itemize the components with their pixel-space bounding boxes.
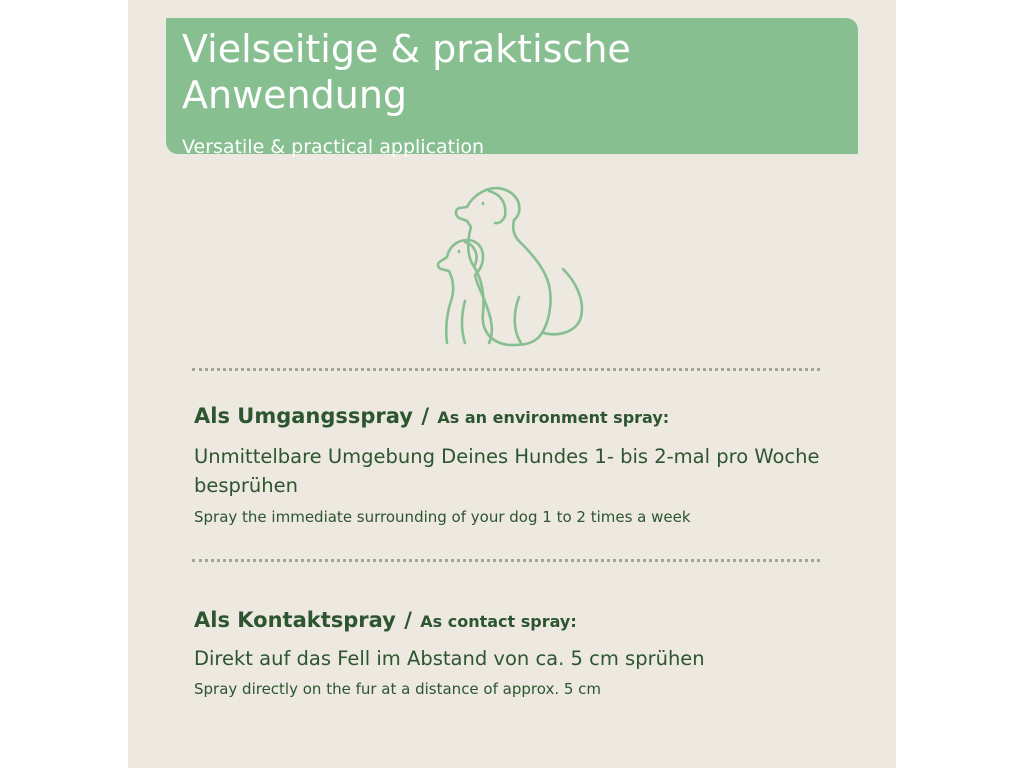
section-divider bbox=[192, 559, 820, 562]
heading-en: As contact spray: bbox=[420, 612, 577, 631]
section-heading-environment-spray bbox=[194, 401, 669, 429]
large-dog-ear bbox=[489, 191, 505, 223]
large-dog-leg bbox=[515, 297, 521, 343]
heading-de: Als Umgangsspray bbox=[194, 404, 413, 428]
section-divider bbox=[192, 368, 820, 371]
header-banner bbox=[166, 18, 858, 158]
heading-separator: / bbox=[421, 404, 430, 428]
instruction-de: Unmittelbare Umgebung Deines Hundes 1- bis 2-mal pro Woche besprühen bbox=[194, 445, 820, 497]
small-dog-leg bbox=[462, 301, 465, 343]
page-subtitle: Versatile & practical application bbox=[182, 136, 485, 158]
instruction-en: Spray directly on the fur at a distance of approx. 5 cm bbox=[194, 680, 602, 698]
section-heading-contact-spray bbox=[194, 605, 577, 633]
instruction-en: Spray the immediate surrounding of your dog 1 to 2 times a week bbox=[194, 508, 691, 526]
heading-en: As an environment spray: bbox=[437, 408, 670, 427]
heading-de: Als Kontaktspray bbox=[194, 608, 396, 632]
instruction-de: Direkt auf das Fell im Abstand von ca. 5 cm sprühen bbox=[194, 647, 705, 670]
page-title: Vielseitige & praktische Anwendung bbox=[182, 27, 631, 117]
heading-separator: / bbox=[404, 608, 412, 632]
large-dog-outline bbox=[456, 188, 551, 345]
info-panel bbox=[128, 0, 896, 768]
two-dogs-icon bbox=[421, 185, 589, 350]
large-dog-tail bbox=[543, 269, 582, 334]
